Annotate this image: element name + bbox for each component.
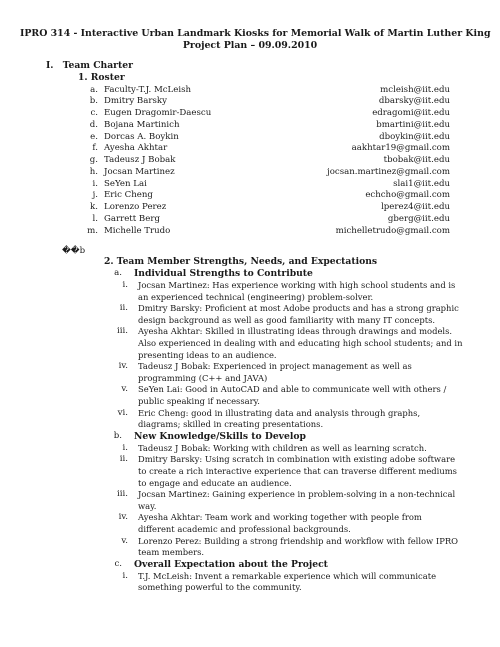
roster-marker: e. [90,131,98,142]
item-marker: ii. [119,454,128,465]
section2-heading: 2. Team Member Strengths, Needs, and Expectations [104,256,378,267]
item-text-line: public speaking if necessary. [138,396,260,406]
item-text-line: to create a rich interactive experience that can traverse different mediums [138,466,457,476]
item-marker: i. [122,570,128,581]
roster-member-email: michelletrudo@gmail.com [335,225,450,236]
roster-member-email: mcleish@iit.edu [380,84,450,95]
item-text-line: an experienced technical (engineering) problem-solver. [138,291,374,302]
roster-marker: g. [89,155,98,165]
item-text-line: to engage and educate an audience. [138,477,292,488]
roster-marker: j. [92,190,98,201]
roster-member-name: Faculty-T.J. McLeish [104,84,192,95]
item-text-line: Ayesha Akhtar: Team work and working together with people from [138,512,422,523]
roster-member-email: aakhtar19@gmail.com [351,143,450,154]
item-marker: vi. [117,407,128,418]
item-marker: ii. [119,303,128,314]
section-label: Team Charter [62,60,133,71]
item-marker: iii. [117,489,128,500]
subsection-heading-c: Overall Expectation about the Project [134,558,328,570]
roster-member-name: Ayesha Akhtar [104,143,168,154]
roster-marker: m. [87,225,98,236]
item-text-line: design background as well as good familiarity with many IT concepts. [138,314,436,325]
item-text-line: Tadeusz J Bobak: Working with children as well as learning scratch. [138,442,427,453]
roster-member-name: Dorcas A. Boykin [104,131,179,142]
item-text-line: Ayesha Akhtar: Skilled in illustrating ideas through drawings and models. [138,326,453,337]
subsection-marker-b: b. [113,430,122,441]
item-text-line: Jocsan Martinez: Gaining experience in problem-solving in a non-technical [138,489,456,500]
item-text-line: Jocsan Martinez: Has experience working with high school students and is [138,280,456,290]
item-marker: iv. [118,512,128,523]
roster-marker: f. [92,143,98,154]
roster-member-name: Eugen Dragomir-Daescu [104,108,212,118]
subsection-heading-b: New Knowledge/Skills to Develop [134,430,306,442]
item-marker: i. [122,442,128,453]
roster-member-name: SeYen Lai [104,178,147,189]
item-text-line: diagrams; skilled in creating presentations. [138,419,324,430]
roster-member-name: Lorenzo Perez [104,202,167,212]
item-marker: v. [121,535,128,546]
roster-member-name: Tadeusz J Bobak [104,155,176,165]
roster-member-name: Garrett Berg [104,213,160,224]
roster-member-email: dbarsky@iit.edu [378,96,450,107]
roster-member-email: slai1@iit.edu [393,178,450,189]
item-text-line: presenting ideas to an audience. [138,349,277,360]
item-text-line: team members. [138,547,205,558]
roster-member-name: Jocsan Martinez [104,166,175,177]
roster-member-email: gberg@iit.edu [387,213,450,224]
roster-marker: l. [92,213,98,224]
item-text-line: something powerful to the community. [138,582,302,593]
item-text-line: T.J. McLeish: Invent a remarkable experience which will communicate [138,570,437,581]
item-text-line: Dmitry Barsky: Proficient at most Adobe products and has a strong graphic [138,303,459,314]
roster-marker: a. [90,84,98,95]
subsection-marker-c: c. [114,558,122,569]
roster-member-email: lperez4@iit.edu [381,202,450,212]
roster-marker: c. [90,108,98,118]
roster-marker: k. [90,202,98,212]
section-team-charter [46,60,133,72]
roster-member-email: edragomi@iit.edu [372,108,450,118]
item-marker: iv. [118,361,128,372]
roster-member-name: Michelle Trudo [104,225,171,236]
item-text-line: different academic and professional backgrounds. [138,524,351,534]
subsection-marker-a: a. [114,268,122,278]
roster-member-name: Dmitry Barsky [104,96,167,107]
item-text-line: programming (C++ and JAVA) [138,372,268,383]
item-text-line: Lorenzo Perez: Building a strong friendship and workflow with fellow IPRO [138,535,459,546]
roster-member-email: echcho@gmail.com [365,190,450,201]
item-text-line: way. [138,500,157,511]
roster-marker: d. [89,119,98,130]
item-marker: v. [121,384,128,395]
item-text-line: Tadeusz J Bobak: Experienced in project management as well as [138,361,412,372]
roster-member-email: tbobak@iit.edu [383,155,450,165]
roster-heading: 1. Roster [78,72,125,83]
document-subtitle: Project Plan – 09.09.2010 [182,40,318,51]
roster-member-email: bmartini@iit.edu [376,119,450,130]
roster-member-name: Eric Cheng [104,190,153,201]
item-marker: i. [122,280,128,290]
document-title: IPRO 314 - Interactive Urban Landmark Kiosks for Memorial Walk of Martin Luther King [20,28,491,39]
roster-member-email: jocsan.martinez@gmail.com [327,166,450,177]
item-text-line: Also experienced in dealing with and educating high school students; and in [138,338,463,348]
roster-marker: b. [89,96,98,107]
roster-marker: h. [89,166,98,177]
roster-marker: i. [92,178,98,189]
item-text-line: Dmitry Barsky: Using scratch in combination with existing adobe software [138,454,456,465]
item-text-line: Eric Cheng: good in illustrating data and analysis through graphs, [138,407,421,418]
garbled-text: ��b [62,246,86,256]
subsection-heading-a: Individual Strengths to Contribute [134,268,313,279]
roster-member-email: dboykin@iit.edu [379,131,450,142]
roster-member-name: Bojana Martinich [104,119,180,130]
item-text-line: SeYen Lai: Good in AutoCAD and able to communicate well with others / [138,384,447,395]
section-marker: I. [46,60,54,71]
item-marker: iii. [117,326,128,337]
